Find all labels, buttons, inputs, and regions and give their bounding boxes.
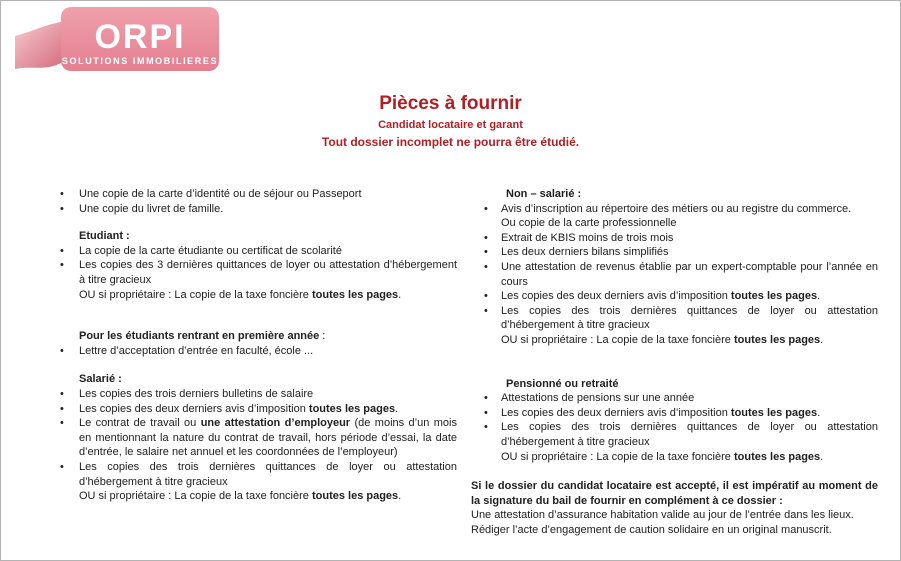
text: Les copies des 3 dernières quittances de loyer ou attestation d’hébergement à titre gracieux xyxy=(79,259,457,286)
bullet-icon: • xyxy=(484,260,488,273)
text: OU si propriétaire : La copie de la taxe foncière xyxy=(79,288,312,301)
list-item xyxy=(471,289,878,304)
list-item-text xyxy=(501,246,669,258)
text: . xyxy=(398,490,402,503)
list-item xyxy=(471,245,878,260)
text: OU si propriétaire : La copie de la taxe foncière xyxy=(79,490,312,503)
logo-brand-text: ORPI xyxy=(94,18,186,56)
list-item-text xyxy=(79,188,362,200)
bold-text: une attestation d’employeur xyxy=(200,417,351,430)
text: Ou copie de la carte professionnelle xyxy=(501,217,677,230)
text: Une attestation de revenus établie par un expert-comptable pour l’année en cours xyxy=(501,260,878,288)
bullet-icon: • xyxy=(484,304,488,317)
orpi-logo xyxy=(15,7,219,79)
paragraph xyxy=(471,523,878,538)
bold-text: toutes les pages xyxy=(308,402,396,415)
list-item-text xyxy=(501,421,878,448)
list-item-continuation xyxy=(38,288,457,303)
text: Lettre d’acceptation d’entrée en faculté, école ... xyxy=(79,344,314,357)
text: Les copies des trois dernières quittances de loyer ou attestation d’hébergement à titre gracieux xyxy=(79,460,457,488)
list-item-text xyxy=(79,403,398,415)
bold-text: toutes les pages xyxy=(730,290,818,303)
list-item xyxy=(471,406,878,421)
bullet-icon: • xyxy=(60,417,64,430)
list-item xyxy=(471,304,878,333)
paragraph xyxy=(471,479,878,508)
list-item-text xyxy=(79,345,313,357)
list-item-text xyxy=(79,259,457,286)
text: . xyxy=(817,290,821,303)
text: OU si propriétaire : La copie de la taxe foncière xyxy=(501,450,734,463)
section-heading xyxy=(38,372,457,387)
text: La copie de la carte étudiante ou certificat de scolarité xyxy=(79,244,342,257)
text: . xyxy=(820,450,824,463)
list-item-text xyxy=(501,232,673,244)
list-item-text xyxy=(501,290,820,302)
text: . xyxy=(398,288,402,301)
bullet-icon: • xyxy=(60,259,64,272)
bullet-icon: • xyxy=(484,231,488,244)
section-heading xyxy=(38,229,457,244)
section-heading xyxy=(38,329,457,344)
list-item xyxy=(38,387,457,402)
list-item-text xyxy=(501,261,878,288)
bullet-icon: • xyxy=(484,392,488,405)
bullet-icon: • xyxy=(60,387,64,400)
page-subtitle: Candidat locataire et garant xyxy=(378,119,523,131)
list-item xyxy=(471,391,878,406)
list-item-text xyxy=(79,461,457,488)
orpi-logo-graphic xyxy=(15,7,219,79)
spacer xyxy=(471,464,878,479)
bold-text: Si le dossier du candidat locataire est accepté, il est impératif au moment de la signature du bail de fournir en complément à ce dossier : xyxy=(471,480,878,507)
list-item xyxy=(38,202,457,217)
bullet-icon: • xyxy=(60,244,64,257)
text: (de moins d’un mois en mentionnant la nature du contrat de travail, hors période d’essai, la date d’entrée, le salaire net annuel et les coordonnées de l’employeur) xyxy=(79,417,457,459)
text: . xyxy=(820,333,824,346)
text: Les copies des deux derniers avis d’imposition xyxy=(501,290,731,303)
list-item xyxy=(471,420,878,449)
text: Les copies des deux derniers avis d’imposition xyxy=(79,402,309,415)
spacer xyxy=(471,348,878,377)
list-item xyxy=(471,231,878,246)
text: Rédiger l’acte d’engagement de caution solidaire en un original manuscrit. xyxy=(471,523,832,536)
list-item xyxy=(38,416,457,460)
right-column xyxy=(471,187,878,537)
list-item-continuation xyxy=(471,450,878,465)
list-item-text xyxy=(501,305,878,332)
text: Les copies des trois derniers bulletins de salaire xyxy=(79,387,314,400)
list-item xyxy=(38,258,457,287)
page-title: Pièces à fournir xyxy=(379,93,522,114)
text: Une copie de la carte d’identité ou de séjour ou Passeport xyxy=(79,188,362,200)
text: . xyxy=(817,406,821,419)
section-heading xyxy=(471,377,878,392)
bold-text: Etudiant : xyxy=(79,230,130,243)
page-warning: Tout dossier incomplet ne pourra être étudié. xyxy=(321,134,580,149)
paragraph xyxy=(471,508,878,523)
text: Les copies des trois dernières quittances de loyer ou attestation d’hébergement à titre gracieux xyxy=(501,304,878,332)
text: Une attestation d’assurance habitation valide au jour de l’entrée dans les lieux. xyxy=(471,509,854,522)
text: OU si propriétaire : La copie de la taxe foncière xyxy=(501,333,734,346)
bold-text: toutes les pages xyxy=(311,490,399,503)
bold-text: toutes les pages xyxy=(733,333,821,346)
list-item xyxy=(471,260,878,289)
list-item xyxy=(38,402,457,417)
list-item-text xyxy=(79,245,342,257)
spacer xyxy=(38,302,457,329)
list-item-continuation xyxy=(471,333,878,348)
bullet-icon: • xyxy=(484,406,488,419)
bullet-icon: • xyxy=(484,421,488,434)
text: . xyxy=(395,402,399,415)
bullet-icon: • xyxy=(484,202,488,215)
bold-text: Pensionné ou retraité xyxy=(506,377,619,390)
bold-text: toutes les pages xyxy=(730,406,818,419)
bullet-icon: • xyxy=(60,202,64,215)
list-item-text xyxy=(501,392,694,404)
bullet-icon: • xyxy=(60,188,64,200)
bold-text: toutes les pages xyxy=(311,288,399,301)
left-column xyxy=(38,187,457,504)
list-item xyxy=(38,244,457,259)
list-item-text xyxy=(501,203,851,230)
list-item xyxy=(471,202,878,231)
text: Une copie du livret de famille. xyxy=(79,202,224,215)
spacer xyxy=(38,358,457,372)
text: Le contrat de travail ou xyxy=(79,417,201,430)
logo-ribbon-tail xyxy=(15,21,67,69)
list-item-text xyxy=(501,407,820,419)
bullet-icon: • xyxy=(60,460,64,473)
text: Les copies des trois dernières quittances de loyer ou attestation d’hébergement à titre gracieux xyxy=(501,421,878,448)
list-item xyxy=(38,187,457,202)
list-item xyxy=(38,460,457,489)
list-item-text xyxy=(79,388,313,400)
text: : xyxy=(319,330,326,343)
bullet-icon: • xyxy=(484,290,488,303)
section-heading xyxy=(471,187,878,202)
text: Attestations de pensions sur une année xyxy=(501,392,695,405)
text: Les copies des deux derniers avis d’imposition xyxy=(501,406,731,419)
spacer xyxy=(38,216,457,229)
bullet-icon: • xyxy=(60,344,64,357)
bold-text: Pour les étudiants rentrant en première année xyxy=(79,330,320,343)
bullet-icon: • xyxy=(484,246,488,259)
title-block xyxy=(1,93,900,149)
list-item xyxy=(38,344,457,359)
bullet-icon: • xyxy=(60,402,64,415)
bold-text: Non – salarié : xyxy=(506,188,582,200)
list-item-text xyxy=(79,203,223,215)
logo-tagline-text: SOLUTIONS IMMOBILIERES xyxy=(61,56,219,66)
text: Extrait de KBIS moins de trois mois xyxy=(501,231,674,244)
bold-text: toutes les pages xyxy=(733,450,821,463)
list-item-continuation xyxy=(38,489,457,504)
bold-text: Salarié : xyxy=(79,373,122,386)
text: Avis d’inscription au répertoire des métiers ou au registre du commerce. xyxy=(501,202,852,215)
list-item-text xyxy=(79,417,457,458)
text: Les deux derniers bilans simplifiés xyxy=(501,246,669,259)
